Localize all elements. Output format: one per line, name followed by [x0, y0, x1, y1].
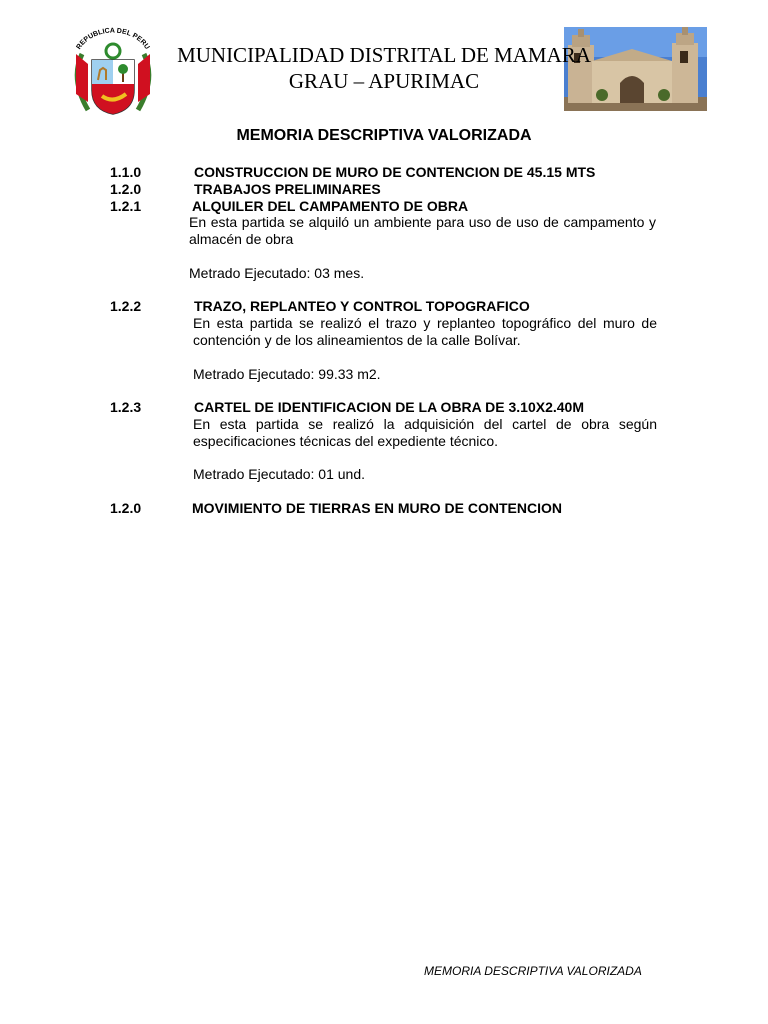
item-number: 1.1.0: [110, 164, 142, 180]
item-metrado: Metrado Ejecutado: 03 mes.: [189, 265, 365, 281]
item-heading: ALQUILER DEL CAMPAMENTO DE OBRA: [192, 198, 469, 214]
item-heading-row: [110, 399, 584, 416]
item-heading-row: [110, 500, 562, 517]
header-location: GRAU – APURIMAC: [288, 69, 480, 93]
document-header: [0, 41, 768, 95]
item-heading-row: [110, 298, 530, 315]
item-number: 1.2.2: [110, 298, 142, 314]
item-number: 1.2.3: [110, 399, 142, 415]
item-heading-row: [110, 181, 381, 198]
item-heading: TRABAJOS PRELIMINARES: [194, 181, 381, 197]
item-number: 1.2.1: [110, 198, 142, 214]
header-municipality: MUNICIPALIDAD DISTRITAL DE MAMARA: [177, 43, 591, 67]
item-heading: TRAZO, REPLANTEO Y CONTROL TOPOGRAFICO: [194, 298, 530, 314]
item-description: En esta partida se realizó el trazo y replanteo topográfico del muro de contención y de los alineamientos de la calle Bolívar.: [193, 315, 657, 348]
item-metrado: Metrado Ejecutado: 99.33 m2.: [193, 366, 381, 382]
item-description: En esta partida se alquiló un ambiente para uso de uso de campamento y almacén de obra: [189, 214, 656, 247]
item-number: 1.2.0: [110, 181, 142, 197]
item-heading: CONSTRUCCION DE MURO DE CONTENCION DE 45.15 MTS: [194, 164, 596, 180]
item-heading-row: [110, 164, 595, 181]
seal-text: REPUBLICA DEL PERU: [75, 27, 151, 51]
document-title: MEMORIA DESCRIPTIVA VALORIZADA: [236, 127, 532, 144]
item-number: 1.2.0: [110, 500, 142, 516]
page-footer: MEMORIA DESCRIPTIVA VALORIZADA: [424, 964, 642, 978]
item-description: En esta partida se realizó la adquisición del cartel de obra según especificaciones técnicas del expediente técnico.: [193, 416, 657, 449]
item-heading-row: [110, 198, 468, 215]
item-heading: CARTEL DE IDENTIFICACION DE LA OBRA DE 3.10X2.40M: [194, 399, 584, 415]
item-heading: MOVIMIENTO DE TIERRAS EN MURO DE CONTENCION: [192, 500, 562, 516]
item-metrado: Metrado Ejecutado: 01 und.: [193, 466, 366, 482]
